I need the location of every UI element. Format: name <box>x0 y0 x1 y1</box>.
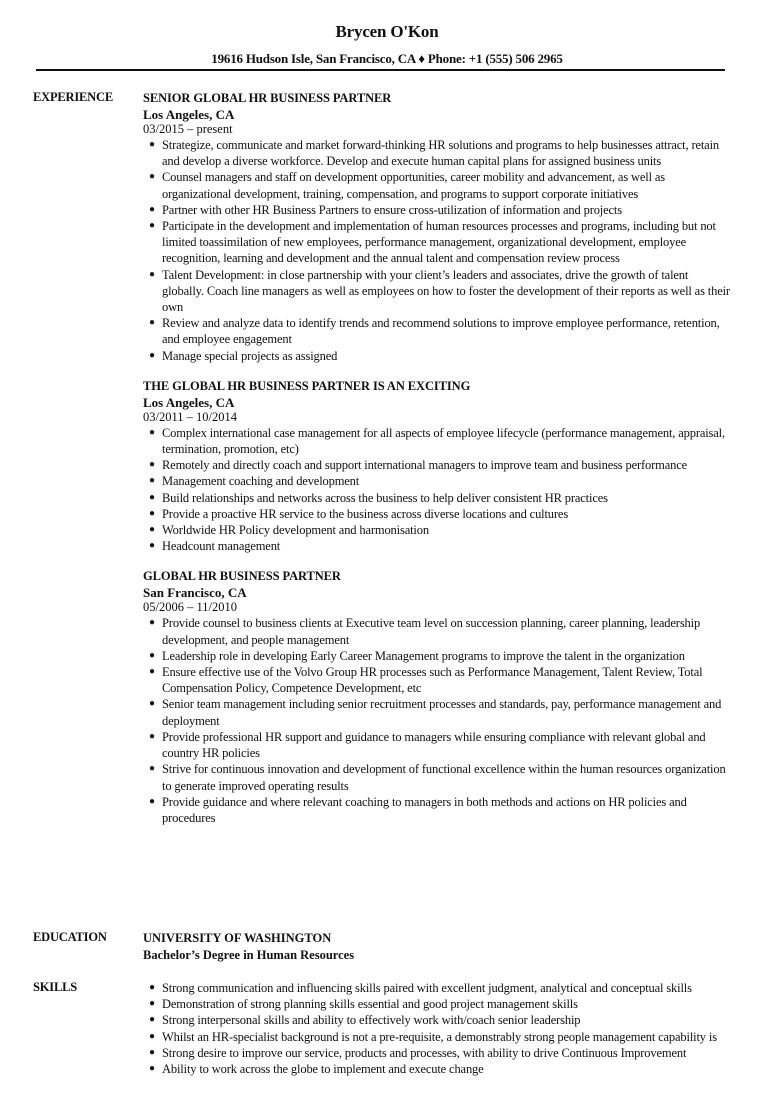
bullet-icon: ● <box>149 1030 155 1042</box>
job-entry <box>143 568 733 826</box>
bullet-icon: ● <box>149 139 155 150</box>
bullet-item: ● Remotely and directly coach and support international managers to improve team and business performance <box>149 458 687 473</box>
bullet-item: ● Partner with other HR Business Partners to ensure cross-utilization of information and projects <box>149 202 622 217</box>
bullet-item: ● Leadership role in developing Early Career Management programs to improve the talent in the organization <box>149 648 685 663</box>
job-dates: 03/2015 – present <box>143 122 233 136</box>
bullet-icon: ● <box>149 1046 155 1058</box>
education-degree: Bachelor’s Degree in Human Resources <box>143 948 355 962</box>
bullet-icon: ● <box>149 540 155 552</box>
bullet-item: ● Management coaching and development <box>149 474 360 489</box>
bullet-icon: ● <box>149 730 155 742</box>
bullet-item: ● Review and analyze data to identify trends and recommend solutions to improve employee performance, retention, and employee engagement <box>149 316 720 347</box>
bullet-item: ● Manage special projects as assigned <box>149 348 338 363</box>
bullet-item: ● Complex international case management for all aspects of employee lifecycle (performance management, appraisal, termination, promotion, etc) <box>149 425 725 457</box>
job-title: GLOBAL HR BUSINESS PARTNER <box>143 569 341 584</box>
bullet-item: ● Strong desire to improve our service, products and processes, with ability to drive Continuous Improvement <box>149 1045 687 1060</box>
bullet-item: ● Talent Development: in close partnership with your client’s leaders and associates, drive the growth of talent globally. Coach line managers as well as employees on how to foster the development of their reports as well as their own <box>149 267 730 315</box>
job-location: Los Angeles, CA <box>143 394 235 410</box>
job-entry <box>143 90 733 364</box>
bullet-icon: ● <box>149 349 155 361</box>
bullet-icon: ● <box>149 317 155 329</box>
contact-line: 19616 Hudson Isle, San Francisco, CA ♦ Phone: +1 (555) 506 2965 <box>211 51 563 66</box>
bullet-item: ● Counsel managers and staff on development opportunities, career mobility and advancement, as well as organizational development, training, compensation, and programs to support corporate initiatives <box>149 170 666 201</box>
section-label-experience: EXPERIENCE <box>33 90 113 104</box>
bullet-icon: ● <box>149 795 155 807</box>
header-divider <box>36 69 725 71</box>
job-title: THE GLOBAL HR BUSINESS PARTNER IS AN EXCITING <box>143 378 471 393</box>
bullet-icon: ● <box>149 203 155 215</box>
candidate-name: Brycen O'Kon <box>335 22 439 41</box>
bullet-icon: ● <box>149 524 155 536</box>
job-bullets <box>143 137 733 364</box>
bullet-item: ● Strong communication and influencing skills paired with excellent judgment, analytical and conceptual skills <box>149 981 692 995</box>
job-entry <box>143 378 733 555</box>
bullet-item: ● Participate in the development and implementation of human resources processes and programs, including but not limited toassimilation of new employees, performance management, organizational development, employee recognition, learning and development and the annual talent and compensation review process <box>149 219 716 266</box>
bullet-icon: ● <box>149 763 155 775</box>
job-dates: 03/2011 – 10/2014 <box>143 409 237 424</box>
bullet-item: ● Build relationships and networks across the business to help deliver consistent HR practices <box>149 490 608 505</box>
bullet-icon: ● <box>149 982 155 993</box>
skills-bullets <box>143 980 733 1077</box>
bullet-item: ● Strategize, communicate and market forward-thinking HR solutions and programs to help businesses attract, retain and develop a diverse workforce. Develop and execute human capital plans for assigned business units <box>149 138 720 169</box>
bullet-item: ● Provide counsel to business clients at Executive team level on succession planning, career planning, leadership development, and people management <box>149 616 701 647</box>
job-location: San Francisco, CA <box>143 585 247 601</box>
bullet-item: ● Demonstration of strong planning skills essential and good project management skills <box>149 997 578 1012</box>
bullet-icon: ● <box>149 666 155 678</box>
education-school: UNIVERSITY OF WASHINGTON <box>143 931 332 945</box>
bullet-item: ● Senior team management including senior recruitment processes and standards, pay, performance management and deployment <box>149 697 722 728</box>
job-bullets <box>143 615 733 826</box>
bullet-icon: ● <box>149 998 155 1010</box>
job-location: Los Angeles, CA <box>143 107 235 122</box>
bullet-item: ● Worldwide HR Policy development and harmonisation <box>149 523 429 538</box>
bullet-item: ● Strong interpersonal skills and ability to effectively work with/coach senior leadership <box>149 1013 581 1028</box>
section-label-skills: SKILLS <box>33 980 77 994</box>
bullet-item: ● Ensure effective use of the Volvo Group HR processes such as Performance Management, Talent Review, Total Compensation Policy, Competence Development, etc <box>149 665 703 696</box>
bullet-item: ● Whilst an HR-specialist background is not a pre-requisite, a demonstrably strong people management capability is <box>149 1029 717 1044</box>
section-label-education: EDUCATION <box>33 930 107 944</box>
bullet-icon: ● <box>149 426 155 438</box>
bullet-icon: ● <box>149 649 155 661</box>
bullet-icon: ● <box>149 507 155 519</box>
bullet-item: ● Ability to work across the globe to implement and execute change <box>149 1062 484 1077</box>
bullet-item: ● Headcount management <box>149 539 281 554</box>
bullet-icon: ● <box>149 1014 155 1026</box>
bullet-item: ● Provide professional HR support and guidance to managers while ensuring compliance with relevant global and country HR policies <box>149 729 706 761</box>
job-bullets <box>143 425 733 555</box>
bullet-icon: ● <box>149 491 155 503</box>
bullet-item: ● Provide guidance and where relevant coaching to managers in both methods and actions on HR policies and procedures <box>149 794 687 825</box>
bullet-icon: ● <box>149 459 155 471</box>
bullet-icon: ● <box>149 1063 155 1075</box>
bullet-icon: ● <box>149 475 155 487</box>
job-title: SENIOR GLOBAL HR BUSINESS PARTNER <box>143 91 392 105</box>
bullet-item: ● Strive for continuous innovation and development of functional excellence within the human resources organization to generate improved operating results <box>149 762 726 793</box>
bullet-icon: ● <box>149 698 155 710</box>
bullet-icon: ● <box>149 268 155 280</box>
skills-body <box>143 980 733 1077</box>
bullet-icon: ● <box>149 617 155 629</box>
bullet-icon: ● <box>149 220 155 232</box>
bullet-icon: ● <box>149 171 155 183</box>
education-body <box>143 930 733 963</box>
bullet-item: ● Provide a proactive HR service to the business across diverse locations and cultures <box>149 506 569 521</box>
job-dates: 05/2006 – 11/2010 <box>143 600 237 615</box>
experience-body <box>143 90 733 840</box>
